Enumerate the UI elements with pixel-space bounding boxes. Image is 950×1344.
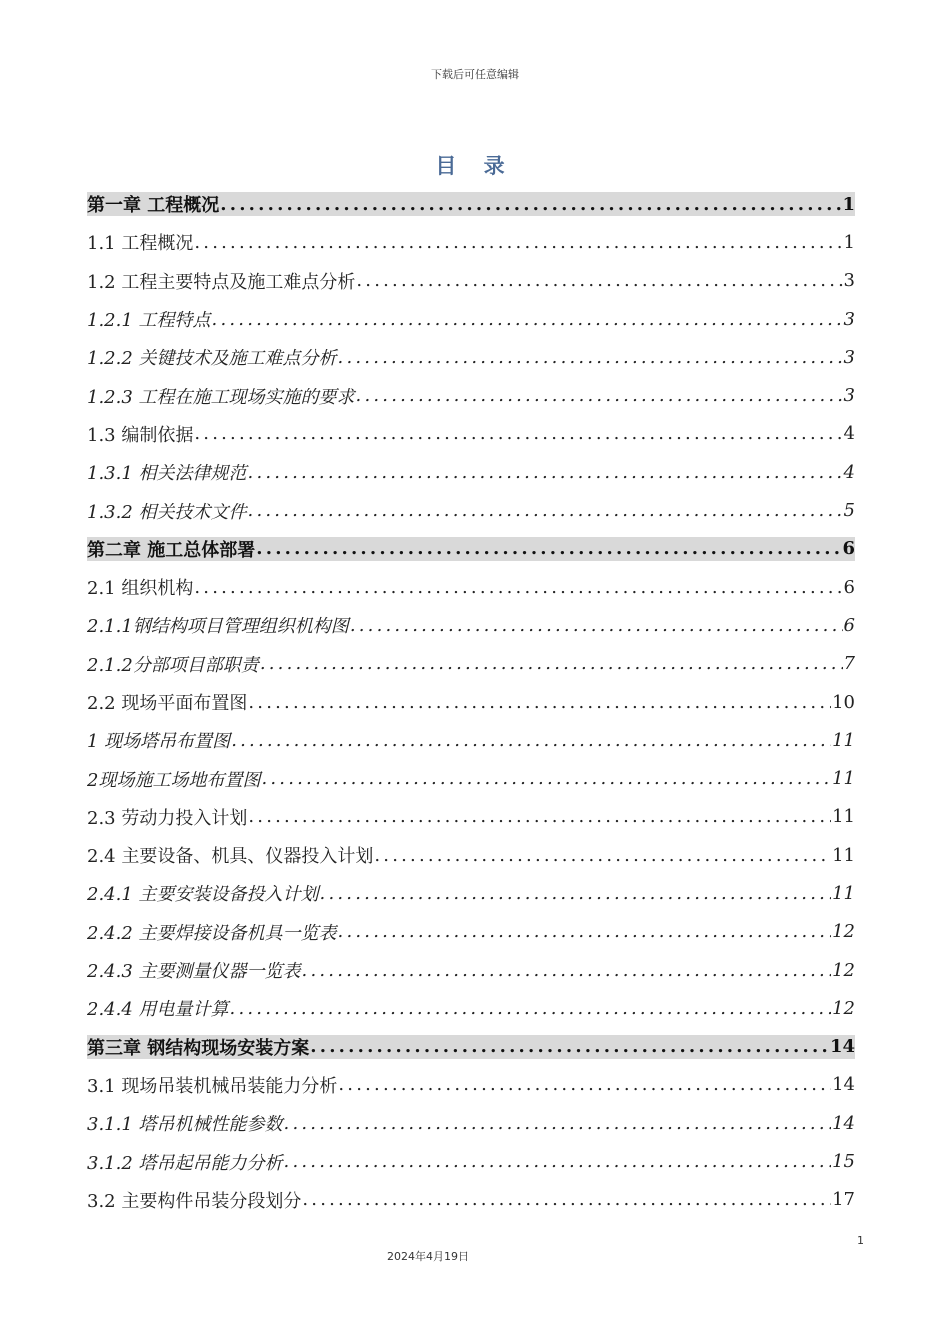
toc-entry-page: 3 [843, 270, 855, 292]
toc-dot-leader [302, 960, 832, 981]
toc-entry-page: 11 [832, 882, 855, 904]
toc-entry[interactable] [87, 759, 855, 797]
toc-entry[interactable] [87, 798, 855, 836]
toc-entry[interactable] [87, 1066, 855, 1104]
toc-entry[interactable] [87, 300, 855, 338]
toc-entry-label: 1.2.2 关键技术及施工难点分析 [87, 348, 337, 370]
toc-entry-page: 12 [832, 921, 855, 943]
toc-entry-label: 2.3 劳动力投入计划 [87, 807, 248, 829]
toc-entry-label: 2.4.3 主要测量仪器一览表 [87, 961, 301, 983]
toc-entry-label: 1.3.2 相关技术文件 [87, 501, 247, 523]
toc-entry[interactable] [87, 606, 855, 644]
toc-entry-page: 1 [842, 193, 855, 215]
toc-entry[interactable] [87, 1142, 855, 1180]
toc-entry-page: 10 [832, 691, 855, 713]
toc-entry[interactable] [87, 223, 855, 261]
toc-entry[interactable] [87, 989, 855, 1027]
toc-dot-leader [261, 768, 831, 789]
toc-chapter-entry[interactable] [87, 537, 855, 561]
toc-entry-page: 15 [832, 1151, 855, 1173]
toc-dot-leader [220, 194, 841, 215]
toc-entry[interactable] [87, 1181, 855, 1219]
toc-entry-page: 14 [829, 1036, 855, 1058]
toc-entry[interactable] [87, 568, 855, 606]
toc-entry[interactable] [87, 376, 855, 414]
toc-dot-leader [338, 1074, 831, 1095]
toc-dot-leader [338, 921, 832, 942]
toc-entry-label: 第一章 工程概况 [87, 195, 220, 216]
toc-entry[interactable] [87, 683, 855, 721]
toc-entry-label: 3.1 现场吊装机械吊装能力分析 [87, 1075, 338, 1097]
toc-entry-page: 1 [843, 231, 855, 253]
toc-entry-page: 3 [843, 346, 855, 368]
toc-entry[interactable] [87, 262, 855, 300]
toc-dot-leader [256, 538, 841, 559]
toc-entry-page: 12 [832, 997, 855, 1019]
toc-entry-page: 6 [842, 538, 855, 560]
toc-dot-leader [194, 423, 842, 444]
toc-entry-label: 第二章 施工总体部署 [87, 539, 256, 561]
toc-title: 目 录 [435, 153, 515, 178]
toc-entry-page: 11 [832, 844, 855, 866]
toc-entry-page: 11 [832, 806, 855, 828]
page-header: 下载后可任意编辑 [431, 68, 519, 81]
toc-entry[interactable] [87, 1104, 855, 1142]
toc-entry-page: 3 [843, 308, 855, 330]
toc-entry-label: 2.1.1钢结构项目管理组织机构图 [87, 616, 349, 638]
toc-entry-label: 1.2.1 工程特点 [87, 310, 211, 332]
toc-entry-page: 11 [832, 768, 855, 790]
toc-dot-leader [248, 500, 843, 521]
toc-entry-page: 4 [843, 423, 855, 445]
toc-dot-leader [284, 1151, 832, 1172]
toc-dot-leader [212, 309, 843, 330]
toc-dot-leader [350, 615, 843, 636]
toc-chapter-entry[interactable] [87, 1035, 855, 1059]
toc-entry-label: 2.4.4 用电量计算 [87, 999, 229, 1021]
toc-entry-label: 1.2 工程主要特点及施工难点分析 [87, 271, 356, 293]
toc-dot-leader [338, 347, 843, 368]
toc-entry-label: 2.1 组织机构 [87, 578, 194, 600]
toc-entry-label: 2.4.1 主要安装设备投入计划 [87, 884, 319, 906]
toc-entry[interactable] [87, 491, 855, 529]
toc-dot-leader [194, 577, 842, 598]
toc-dot-leader [260, 653, 843, 674]
toc-entry-label: 3.1.2 塔吊起吊能力分析 [87, 1152, 283, 1174]
toc-entry[interactable] [87, 874, 855, 912]
toc-dot-leader [356, 270, 842, 291]
toc-entry-label: 2.1.2分部项目部职责 [87, 654, 259, 676]
toc-entry-label: 2.4 主要设备、机具、仪器投入计划 [87, 846, 374, 868]
toc-entry[interactable] [87, 836, 855, 874]
toc-entry-page: 3 [843, 385, 855, 407]
toc-dot-leader [248, 692, 831, 713]
toc-entry-label: 2.2 现场平面布置图 [87, 693, 248, 714]
toc-entry-label: 1.3 编制依据 [87, 424, 194, 446]
page-footer-date: 2024年4月19日 [387, 1250, 469, 1263]
toc-dot-leader [230, 998, 832, 1019]
toc-dot-leader [320, 883, 832, 904]
toc-entry[interactable] [87, 951, 855, 989]
table-of-contents [87, 185, 855, 1219]
toc-dot-leader [284, 1113, 832, 1134]
toc-entry[interactable] [87, 453, 855, 491]
toc-chapter-entry[interactable] [87, 192, 855, 216]
toc-dot-leader [302, 1189, 831, 1210]
toc-entry[interactable] [87, 645, 855, 683]
toc-dot-leader [248, 462, 843, 483]
toc-dot-leader [310, 1036, 829, 1057]
toc-entry-label: 1.3.1 相关法律规范 [87, 463, 247, 485]
toc-entry-page: 12 [832, 959, 855, 981]
toc-dot-leader [248, 806, 831, 827]
toc-entry[interactable] [87, 913, 855, 951]
toc-entry-page: 11 [832, 729, 855, 751]
toc-entry-page: 14 [832, 1074, 855, 1096]
toc-dot-leader [194, 232, 842, 253]
toc-entry[interactable] [87, 415, 855, 453]
toc-entry-page: 6 [843, 614, 855, 636]
toc-entry-label: 1.1 工程概况 [87, 233, 194, 255]
toc-entry-label: 2现场施工场地布置图 [87, 769, 261, 791]
toc-entry-label: 1.2.3 工程在施工现场实施的要求 [87, 386, 355, 408]
toc-entry-label: 第三章 钢结构现场安装方案 [87, 1037, 310, 1059]
toc-entry-page: 5 [843, 500, 855, 522]
toc-dot-leader [374, 845, 831, 866]
toc-entry-page: 7 [843, 653, 855, 675]
toc-entry-label: 2.4.2 主要焊接设备机具一览表 [87, 922, 337, 944]
toc-dot-leader [231, 730, 831, 751]
toc-entry[interactable] [87, 721, 855, 759]
toc-entry-label: 3.1.1 塔吊机械性能参数 [87, 1114, 283, 1136]
toc-entry-label: 3.2 主要构件吊装分段划分 [87, 1190, 302, 1212]
toc-entry-page: 4 [843, 461, 855, 483]
toc-entry-page: 14 [832, 1112, 855, 1134]
toc-entry-label: 1 现场塔吊布置图 [87, 731, 231, 753]
toc-entry-page: 6 [843, 576, 855, 598]
toc-dot-leader [356, 385, 843, 406]
page-number: 1 [857, 1234, 864, 1247]
toc-entry[interactable] [87, 338, 855, 376]
toc-entry-page: 17 [832, 1189, 855, 1211]
